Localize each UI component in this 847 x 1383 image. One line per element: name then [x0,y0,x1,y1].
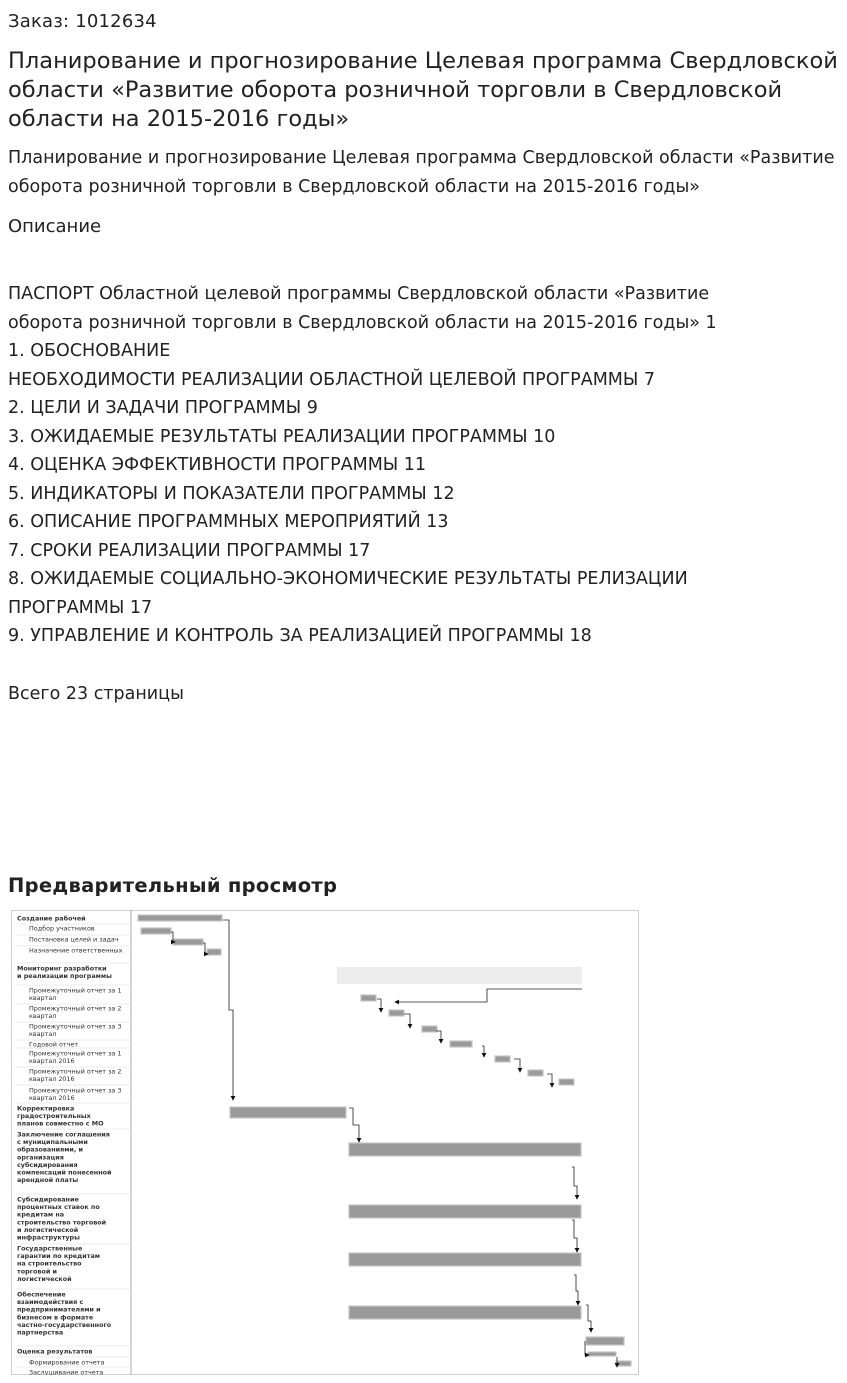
gantt-bar [422,1026,437,1032]
gantt-header-band [337,967,582,984]
gantt-task-label: Промежуточный отчет за 3 квартал [29,1022,122,1039]
gantt-task-label: Создание рабочей [17,914,86,923]
gantt-task-label: Подбор участников [29,924,95,933]
gantt-task-label: Промежуточный отчет за 3 квартал 2016 [29,1086,122,1103]
gantt-task-label: Мониторинг разработки и реализации программы [17,964,112,981]
gantt-task-label: Годовой отчет [29,1040,79,1049]
toc-line: 4. ОЦЕНКА ЭФФЕКТИВНОСТИ ПРОГРАММЫ 11 [8,455,427,475]
gantt-task-label: Заслушивание отчета [29,1368,104,1375]
toc-line: ПРОГРАММЫ 17 [8,597,153,618]
gantt-task-label: Промежуточный отчет за 1 квартал 2016 [29,1049,122,1066]
toc-line: ПАСПОРТ Областной целевой программы Свердловской области «Развитие [8,284,710,304]
gantt-task-label: Формирование отчета [29,1358,105,1367]
toc-line: оборота розничной торговли в Свердловской области на 2015-2016 годы» 1 [8,312,717,333]
gantt-bar [230,1107,346,1118]
toc-line: 6. ОПИСАНИЕ ПРОГРАММНЫХ МЕРОПРИЯТИЙ 13 [8,512,449,532]
gantt-bar [349,1306,581,1319]
gantt-bar [450,1041,472,1047]
gantt-bar [349,1253,581,1266]
table-of-contents [8,280,840,651]
description-heading: Описание [8,216,102,237]
gantt-task-label: Промежуточный отчет за 2 квартал 2016 [29,1067,122,1084]
gantt-task-label: Назначение ответственных [29,946,123,955]
gantt-bar [173,939,203,945]
gantt-task-label: Заключение соглашения с муниципальными образованиями, и организация субсидирования компенсаций понесенной арендной платы [17,1130,112,1185]
toc-line: 2. ЦЕЛИ И ЗАДАЧИ ПРОГРАММЫ 9 [8,398,318,418]
gantt-bar [138,915,222,921]
toc-line: НЕОБХОДИМОСТИ РЕАЛИЗАЦИИ ОБЛАСТНОЙ ЦЕЛЕВОЙ ПРОГРАММЫ 7 [8,369,656,390]
gantt-task-label: Обеспечение взаимодействия с предпринимателями и бизнесом в формате частно-государственного партнерства [17,1290,112,1337]
toc-line: 7. СРОКИ РЕАЛИЗАЦИИ ПРОГРАММЫ 17 [8,540,371,561]
gantt-bar [495,1056,510,1062]
product-page [8,0,840,706]
gantt-bar [207,949,221,955]
gantt-task-label: Субсидирование процентных ставок по кредитам на строительство торговой и логистической инфраструктуры [17,1195,107,1242]
gantt-chart [11,910,639,1375]
gantt-bar [559,1079,574,1085]
toc-line: 8. ОЖИДАЕМЫЕ СОЦИАЛЬНО-ЭКОНОМИЧЕСКИЕ РЕЗУЛЬТАТЫ РЕЛИЗАЦИИ [8,569,688,589]
toc-line: 1. ОБОСНОВАНИЕ [8,341,171,361]
gantt-task-label: Промежуточный отчет за 2 квартал [29,1004,122,1021]
gantt-task-label: Корректировка градостроительных планов совместно с МО [17,1104,104,1128]
preview-image [11,910,639,1375]
page-title: Планирование и прогнозирование Целевая программа Свердловской области «Развитие оборота розничной торговли в Свердловской области на 2015-2016 годы» [8,48,838,132]
page-count: Всего 23 страницы [8,683,184,704]
gantt-task-label: Государственные гарантии по кредитам на строительство торговой и логистической [17,1244,100,1283]
toc-line: 9. УПРАВЛЕНИЕ И КОНТРОЛЬ ЗА РЕАЛИЗАЦИЕЙ ПРОГРАММЫ 18 [8,626,592,646]
order-number: Заказ: 1012634 [8,11,157,32]
gantt-bar [389,1010,404,1016]
gantt-task-label: Промежуточный отчет за 1 квартал [29,986,122,1003]
preview-heading: Предварительный просмотр [8,874,338,897]
gantt-bar [349,1205,581,1218]
gantt-task-label: Оценка результатов [17,1347,93,1356]
gantt-task-label: Постановка целей и задач [29,935,119,944]
gantt-bar [588,1352,616,1356]
gantt-bar [616,1361,631,1366]
gantt-bar [361,995,376,1001]
toc-line: 3. ОЖИДАЕМЫЕ РЕЗУЛЬТАТЫ РЕАЛИЗАЦИИ ПРОГРАММЫ 10 [8,426,556,447]
gantt-bar [586,1337,624,1345]
page-subtitle: Планирование и прогнозирование Целевая программа Свердловской области «Развитие оборота розничной торговли в Свердловской области на 2015-2016 годы» [8,148,835,197]
gantt-bar [349,1143,581,1156]
toc-line: 5. ИНДИКАТОРЫ И ПОКАЗАТЕЛИ ПРОГРАММЫ 12 [8,483,455,504]
gantt-bar [528,1070,543,1076]
gantt-bar [141,928,171,934]
